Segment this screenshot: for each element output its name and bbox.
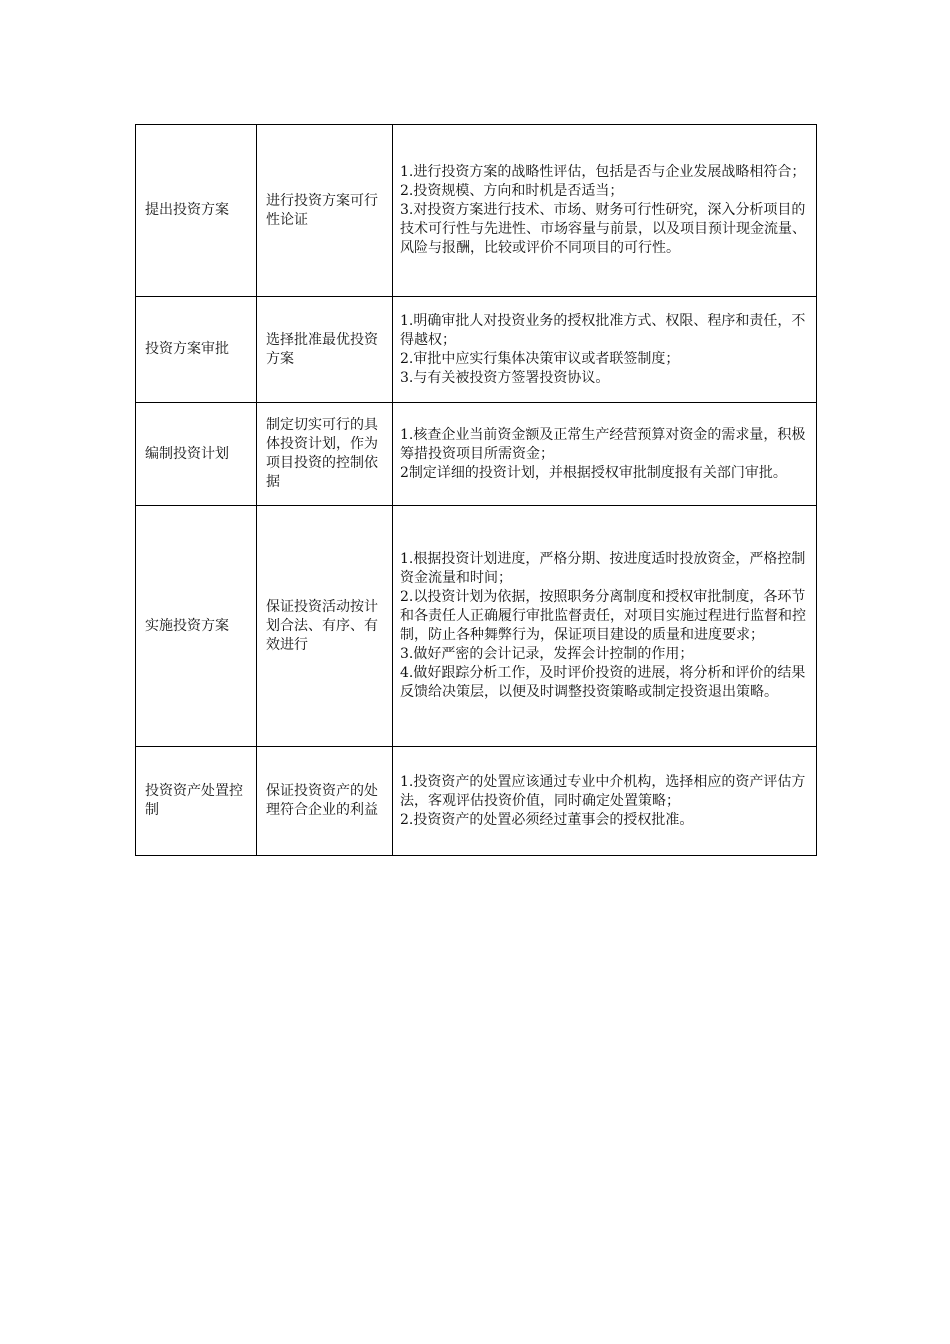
measure-item: 2.审批中应实行集体决策审议或者联签制度； [400,350,680,367]
measure-item: 1.投资资产的处置应该通过专业中介机构，选择相应的资产评估方法，客观评估投资价值，同时确定处置策略； [400,773,806,809]
goal-cell: 进行投资方案可行性论证 [257,125,393,297]
measures-cell [393,747,817,856]
stage-cell: 编制投资计划 [136,403,257,506]
investment-control-table [135,124,817,856]
measure-item: 3.与有关被投资方签署投资协议。 [400,369,610,386]
measures-cell [393,125,817,297]
stage-cell: 投资方案审批 [136,297,257,403]
measure-item: 2.投资资产的处置必须经过董事会的授权批准。 [400,811,694,828]
table-row [136,125,817,297]
measure-item: 1.进行投资方案的战略性评估，包括是否与企业发展战略相符合； [400,164,806,180]
goal-cell: 选择批准最优投资方案 [257,297,393,403]
measure-item: 2.以投资计划为依据，按照职务分离制度和授权审批制度，各环节和各责任人正确履行审批监督责任，对项目实施过程进行监督和控制，防止各种舞弊行为，保证项目建设的质量和进度要求； [400,589,806,643]
table-row [136,297,817,403]
table-row [136,403,817,506]
goal-cell: 保证投资活动按计划合法、有序、有效进行 [257,506,393,747]
measure-item: 1.明确审批人对投资业务的授权批准方式、权限、程序和责任，不得越权； [400,312,806,348]
table-row [136,506,817,747]
measure-item: 1.核查企业当前资金额及正常生产经营预算对资金的需求量，积极筹措投资项目所需资金； [400,426,806,462]
measure-item: 4.做好跟踪分析工作，及时评价投资的进展，将分析和评价的结果反馈给决策层，以便及时调整投资策略或制定投资退出策略。 [400,665,806,700]
stage-cell: 提出投资方案 [136,125,257,297]
measure-item: 2制定详细的投资计划，并根据授权审批制度报有关部门审批。 [400,464,787,481]
measures-cell [393,403,817,506]
table-row [136,747,817,856]
goal-cell: 保证投资资产的处理符合企业的利益 [257,747,393,856]
goal-cell: 制定切实可行的具体投资计划，作为项目投资的控制依据 [257,403,393,506]
measures-cell [393,506,817,747]
stage-cell: 实施投资方案 [136,506,257,747]
measure-item: 1.根据投资计划进度，严格分期、按进度适时投放资金，严格控制资金流量和时间； [400,551,806,586]
measure-item: 3.对投资方案进行技术、市场、财务可行性研究，深入分析项目的技术可行性与先进性、市场容量与前景，以及项目预计现金流量、风险与报酬，比较或评价不同项目的可行性。 [400,202,806,256]
measure-item: 2.投资规模、方向和时机是否适当； [400,183,624,199]
measure-item: 3.做好严密的会计记录，发挥会计控制的作用； [400,646,694,662]
measures-cell [393,297,817,403]
stage-cell: 投资资产处置控制 [136,747,257,856]
